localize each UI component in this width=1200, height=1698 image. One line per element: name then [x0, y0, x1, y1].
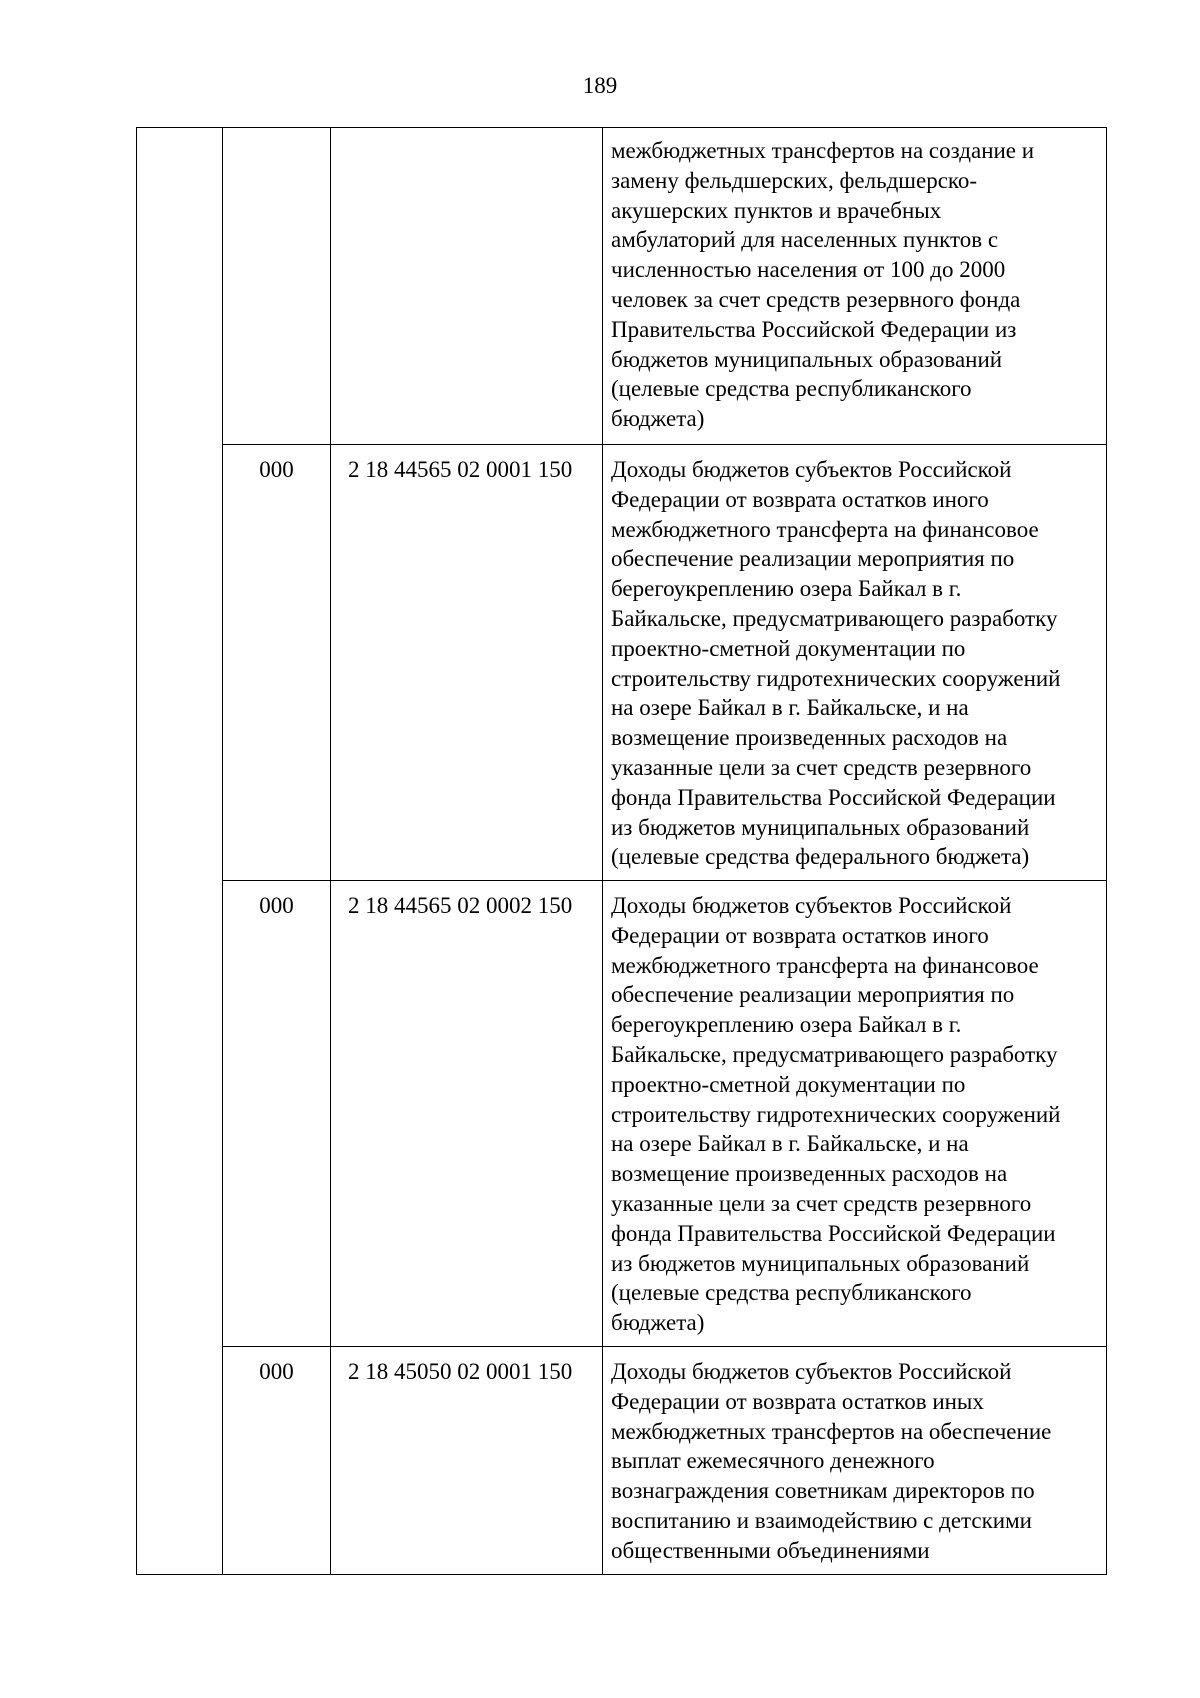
budget-codes-table: [136, 127, 1107, 1575]
description-cell: Доходы бюджетов субъектов Российской Федерации от возврата остатков иных межбюджетных трансфертов на обеспечение выплат ежемесячного денежного вознаграждения советникам директоров по воспитанию и взаимодействию с детскими общественными объединениями: [603, 1347, 1107, 1575]
description-cell: Доходы бюджетов субъектов Российской Федерации от возврата остатков иного межбюджетного трансферта на финансовое обеспечение реализации мероприятия по берегоукреплению озера Байкал в г. Байкальске, предусматривающего разработку проектно-сметной документации по строительству гидротехнических сооружений на озере Байкал в г. Байкальске, и на возмещение произведенных расходов на указанные цели за счет средств резервного фонда Правительства Российской Федерации из бюджетов муниципальных образований (целевые средства республиканского бюджета): [603, 881, 1107, 1347]
revenue-code-cell: 2 18 45050 02 0001 150: [331, 1347, 603, 1575]
revenue-code-cell: [331, 128, 603, 445]
table-row: [137, 1347, 1107, 1575]
table-row: [137, 881, 1107, 1347]
admin-code-cell: 000: [223, 1347, 331, 1575]
admin-code-cell: 000: [223, 445, 331, 881]
revenue-code-cell: 2 18 44565 02 0002 150: [331, 881, 603, 1347]
table-row: [137, 128, 1107, 445]
admin-code-cell: 000: [223, 881, 331, 1347]
description-cell: Доходы бюджетов субъектов Российской Федерации от возврата остатков иного межбюджетного трансферта на финансовое обеспечение реализации мероприятия по берегоукреплению озера Байкал в г. Байкальске, предусматривающего разработку проектно-сметной документации по строительству гидротехнических сооружений на озере Байкал в г. Байкальске, и на возмещение произведенных расходов на указанные цели за счет средств резервного фонда Правительства Российской Федерации из бюджетов муниципальных образований (целевые средства федерального бюджета): [603, 445, 1107, 881]
description-cell: межбюджетных трансфертов на создание и замену фельдшерских, фельдшерско- акушерских пунктов и врачебных амбулаторий для населенных пунктов с численностью населения от 100 до 2000 человек за счет средств резервного фонда Правительства Российской Федерации из бюджетов муниципальных образований (целевые средства республиканского бюджета): [603, 128, 1107, 445]
page-number: 189: [582, 73, 618, 98]
admin-code-cell: [223, 128, 331, 445]
table-row: [137, 445, 1107, 881]
revenue-code-cell: 2 18 44565 02 0001 150: [331, 445, 603, 881]
empty-cell: [137, 128, 223, 1575]
